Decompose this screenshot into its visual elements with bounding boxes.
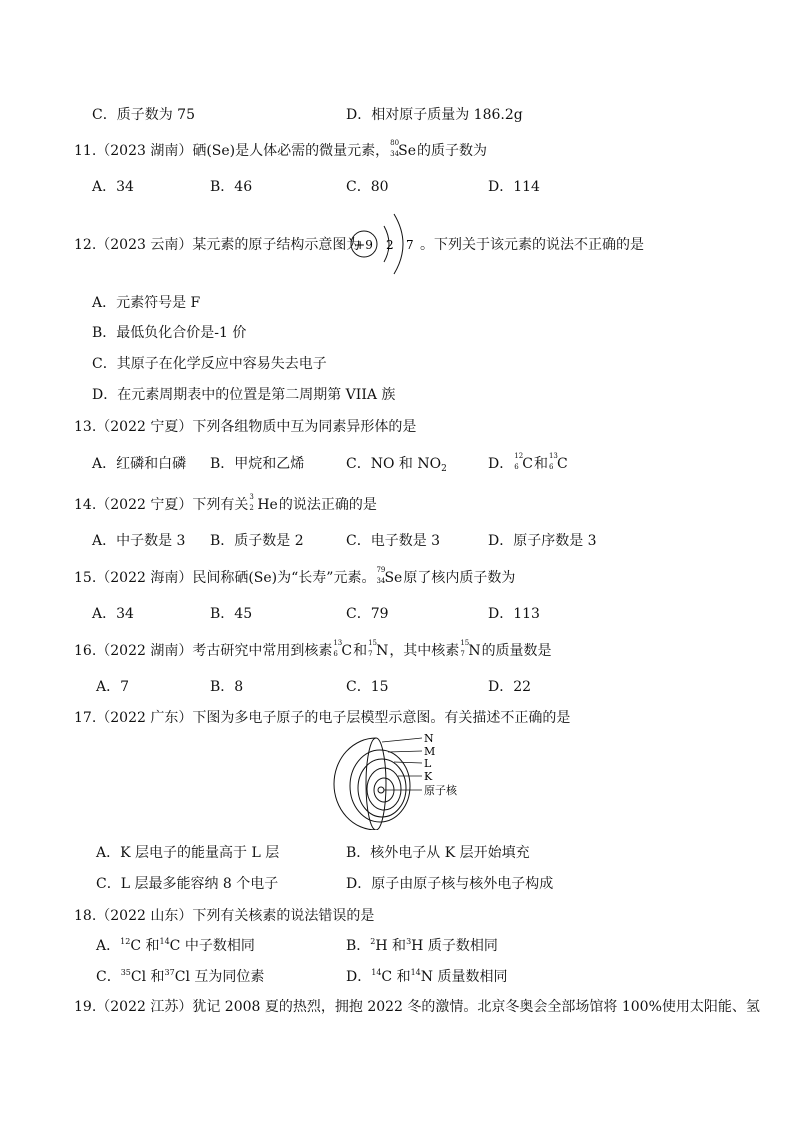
q14-option-a: A．中子数是 3 [92, 533, 186, 549]
q12-option-c: C．其原子在化学反应中容易失去电子 [92, 356, 327, 372]
q13-option-a: A．红磷和白磷 [92, 456, 187, 472]
q12-stem-prefix: 12.（2023 云南）某元素的原子结构示意图为 [74, 237, 361, 253]
q11-suffix: 的质子数为 [417, 143, 488, 159]
nucleus-label: 原子核 [424, 784, 457, 797]
q13-option-c: C．NO 和 $NO_2$ [346, 456, 447, 474]
q12-option-a: A．元素符号是 F [92, 295, 201, 311]
q16-option-d: D．22 [488, 679, 532, 695]
q10-option-c: C．质子数为 75 [92, 107, 195, 123]
q11-option-d: D．114 [488, 179, 540, 195]
q11-prefix: 11.（2023 湖南）硒(Se)是人体必需的微量元素， [74, 143, 390, 159]
q15-option-c: C．79 [346, 606, 389, 622]
q18-option-d: D．$^{14}$C 和$^{14}$N 质量数相同 [346, 968, 508, 985]
q15-stem: 15.（2022 海南）民间称硒(Se)为“长寿”元素。 79 34 Se原了核内质子数为 [74, 566, 516, 586]
atomic-structure-diagram [346, 206, 422, 282]
q14-option-b: B．质子数是 2 [210, 533, 304, 549]
q13-isotope-c13: 13 6 C [548, 452, 568, 472]
q18-option-c: C．$^{35}$Cl 和$^{37}$Cl 互为同位素 [96, 968, 265, 985]
q15-isotope-se79: 79 34 Se [376, 566, 403, 586]
q13-isotope-c12: 12 6 C [514, 452, 533, 472]
q11-stem [74, 140, 487, 160]
shell-label-n: N [424, 732, 434, 745]
q17-option-a: A．K 层电子的能量高于 L 层 [96, 845, 280, 861]
q16-isotope-c13: 13 6 C [333, 639, 353, 659]
q13-stem: 13.（2022 宁夏）下列各组物质中互为同素异形体的是 [74, 419, 417, 435]
q15-option-b: B．45 [210, 606, 253, 622]
q14-isotope-he3: 3 2 He [249, 493, 278, 513]
q14-stem: 14.（2022 宁夏）下列有关 3 2 He的说法正确的是 [74, 493, 377, 513]
q14-option-d: D．原子序数是 3 [488, 533, 597, 549]
q14-option-c: C．电子数是 3 [346, 533, 441, 549]
q16-option-c: C．15 [346, 679, 389, 695]
q17-option-d: D．原子由原子核与核外电子构成 [346, 876, 554, 892]
shell-arc-2 [394, 214, 403, 274]
shell-2-electrons: 7 [406, 238, 414, 252]
shell-label-m: M [424, 745, 436, 758]
q15-option-d: D．113 [488, 606, 540, 622]
shell-1-electrons: 2 [386, 238, 394, 252]
q18-stem: 18.（2022 山东）下列有关核素的说法错误的是 [74, 908, 375, 924]
shell-label-k: K [424, 770, 433, 783]
q16-option-a: A．7 [96, 679, 130, 695]
q18-option-a: A．$^{12}$C 和$^{14}$C 中子数相同 [96, 937, 255, 954]
q12-option-d: D．在元素周期表中的位置是第二周期第 VIIA 族 [92, 387, 396, 403]
q12-option-b: B．最低负化合价是-1 价 [92, 325, 247, 341]
electron-shell-model-diagram [326, 730, 476, 830]
q16-isotope-n15: 15 7 N [368, 639, 389, 659]
q16-stem: 16.（2022 湖南）考古研究中常用到核素 13 6 C和 15 7 N，其中核素 15 7 N的质量数是 [74, 639, 552, 659]
q19-stem: 19.（2022 江苏）犹记 2008 夏的热烈，拥抱 2022 冬的激情。北京冬奥会全部场馆将 100%使用太阳能、氢 [74, 999, 760, 1015]
q17-stem: 17.（2022 广东）下图为多电子原子的电子层模型示意图。有关描述不正确的是 [74, 710, 571, 726]
q16-isotope-n15-b: 15 7 N [460, 639, 481, 659]
q11-option-b: B．46 [210, 179, 253, 195]
q11-option-a: A．34 [92, 179, 134, 195]
q11-isotope: 80 34 Se [390, 139, 417, 159]
q16-option-b: B．8 [210, 679, 244, 695]
q13-option-b: B．甲烷和乙烯 [210, 456, 305, 472]
shell-label-l: L [424, 757, 432, 770]
nucleus-charge: +9 [355, 238, 373, 252]
q18-option-b: B．$^2$H 和$^3$H 质子数相同 [346, 937, 498, 954]
q11-option-c: C．80 [346, 179, 389, 195]
q15-option-a: A．34 [92, 606, 134, 622]
q10-option-d: D．相对原子质量为 186.2g [346, 107, 523, 123]
q17-option-c: C．L 层最多能容纳 8 个电子 [96, 876, 279, 892]
q13-option-d: D． 12 6 C和 13 6 C [488, 452, 568, 472]
q17-option-b: B．核外电子从 K 层开始填充 [346, 845, 530, 861]
q12-stem-suffix: 。下列关于该元素的说法不正确的是 [420, 237, 644, 253]
